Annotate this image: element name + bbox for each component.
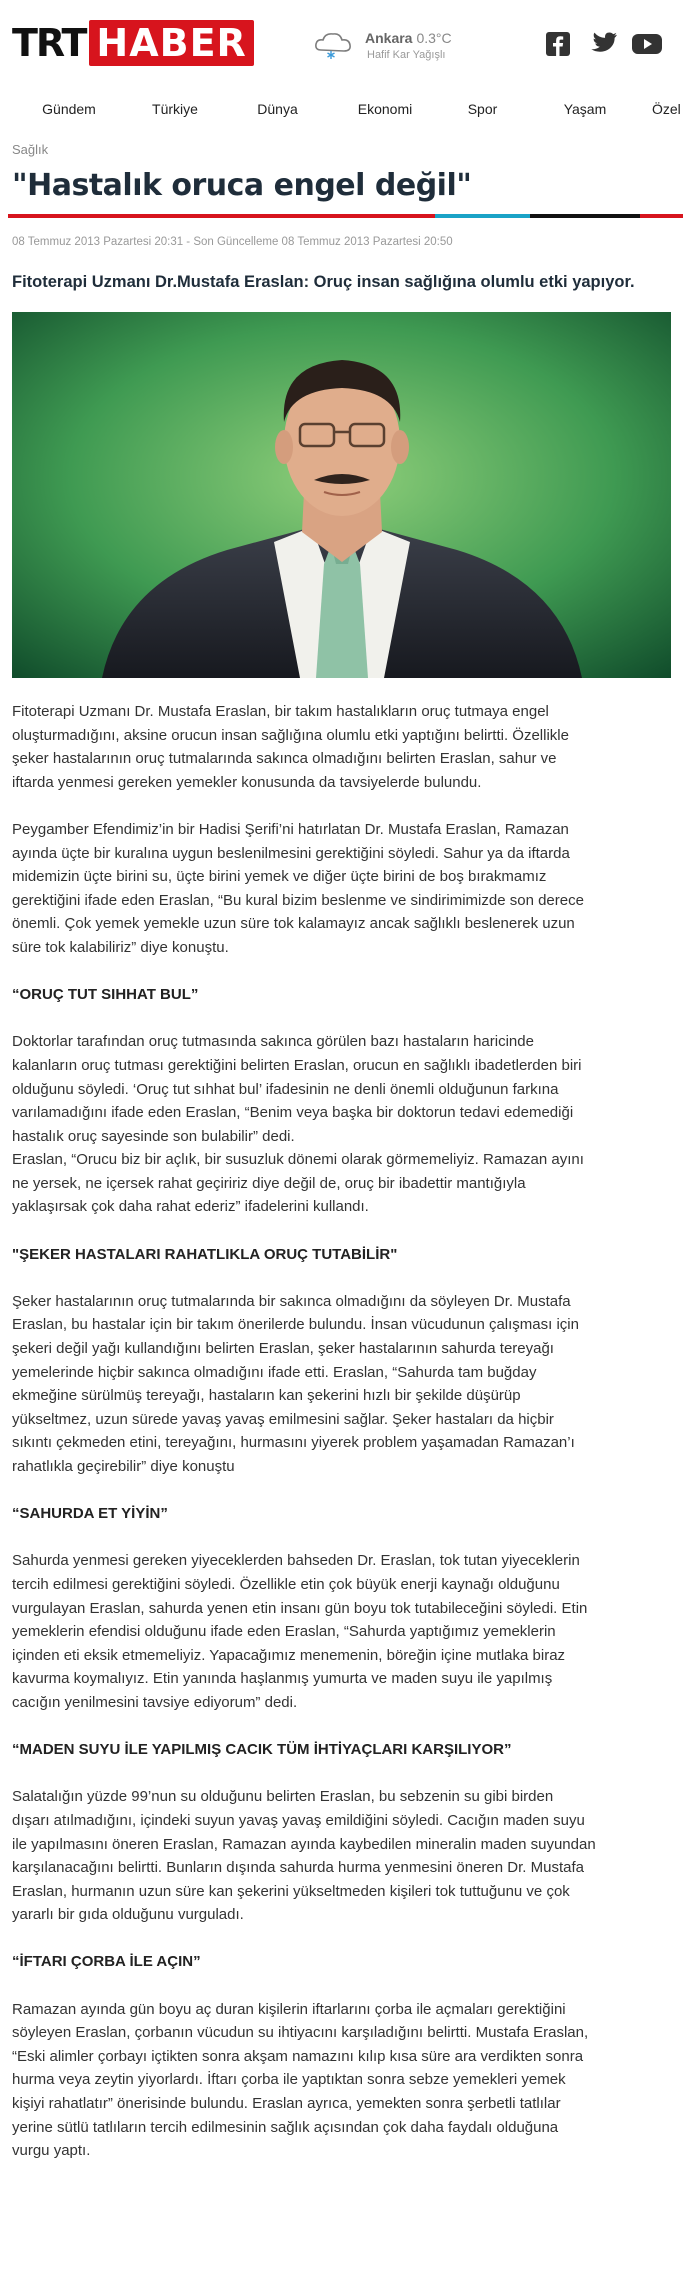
nav-underline-ekonomi: [335, 214, 435, 218]
paragraph-oruc-tut: Doktorlar tarafından oruç tutmasında sakınca görülen bazı hastaların haricinde kalanların oruç tutması gerektiğini belirten Eraslan, orucun en sağlıklı ibadetlerden biri olduğunu söyledi. ‘Oruç tut sıhhat bul’ ifadesinin ne denli önemli olduğunun farkına varılamadığını ifade eden Eraslan, “Benim veya başka bir doktorun tedavi edemediği hastalık oruç sayesinde son bulabilir” dedi. Eraslan, “Orucu biz bir açlık, bir susuzluk dönemi olarak görmemeliyiz. Ramazan ayını ne yersek, ne içersek rahat geçiririz diye değil de, oruç bir ibadettir mantığıyla yaklaşırsak çok daha rahat ederiz” ifadelerini kullandı.: [12, 1033, 584, 1216]
paragraph-hadis: Peygamber Efendimiz’in bir Hadisi Şerifi’ni hatırlatan Dr. Mustafa Eraslan, Ramazan ayında üçte bir kuralına uygun beslenilmesini gerektiğini söyledi. Sahur ya da iftarda midemizin üçte birini su, üçte birini yemek ve diğer üçte birini de boş bırakmamız gerektiğini ifade eden Eraslan, “Bu kural bizim beslenme ve sindirimimizde son derece önemli. Çok yemek yemekle uzun süre tok kalamayız ancak sağlıklı beslenerek uzun süre tok kalabiliriz” diye konuştu.: [12, 820, 584, 956]
paragraph-sahurda-et: Sahurda yenmesi gereken yiyeceklerden bahseden Dr. Eraslan, tok tutan yiyeceklerin tercih edilmesi gerektiğini söyledi. Özellikle etin çok büyük enerji kaynağı olduğunu vurgulayan Eraslan, sahurda yenen etin insanı gün boyu tok tutabileceğini söyledi. Etin yemeklerin efendisi olduğunu ifade eden Eraslan, “Sahurda yaptığımız yemeklerin içinden eti eksik etmemeliyiz. Yapacağımız menemenin, böreğin içine mutlaka biraz kavurma koymalıyız. Etin yanında haşlanmış yumurta ve maden suyu ile yapılmış cacığın yenilmesini tavsiye ediyorum” dedi.: [12, 1552, 588, 1711]
nav-underline-yasam: [530, 214, 640, 218]
nav-item-ekonomi[interactable]: Ekonomi: [357, 101, 413, 117]
nav-underline-ozel: [640, 214, 683, 218]
logo-trt-text: TRT: [12, 21, 86, 65]
nav-item-yasam[interactable]: Yaşam: [563, 101, 607, 117]
snow-cloud-icon: [313, 30, 359, 60]
weather-widget[interactable]: [313, 26, 543, 66]
paragraph-seker: Şeker hastalarının oruç tutmalarında bir sakınca olmadığını da söyleyen Dr. Mustafa Eraslan, bu hastalar için bir takım önerilerde bulundu. İnsan vücudunun çalışması için şekeri değil yağı kullandığını belirten Eraslan, şeker hastalarının sahurda tereyağı yemelerinde hiçbir sakınca olmadığını ifade etti. Eraslan, “Sahurda tam buğday ekmeğine sürülmüş tereyağı, hastaların kan şekerini hızlı bir şekilde düşürüp yükseltmez, uzun sürede yavaş yavaş emilmesini sağlar. Şeker hastaları da hiçbir sıkıntı çekmeden etini, tereyağını, hurmasını yiyerek problem yaşamadan Ramazan’ı rahatlıkla geçirebilir” diye konuştu: [12, 1292, 579, 1475]
main-navigation: [0, 92, 683, 126]
article-title: "Hastalık oruca engel değil": [12, 168, 472, 203]
article-category[interactable]: Sağlık: [12, 142, 49, 157]
nav-item-dunya[interactable]: Dünya: [257, 101, 298, 117]
twitter-icon[interactable]: [588, 31, 618, 57]
article-lead: Fitoterapi Uzmanı Dr.Mustafa Eraslan: Oruç insan sağlığına olumlu etki yapıyor.: [12, 273, 635, 291]
nav-underline-spor: [435, 214, 530, 218]
weather-city: Ankara 0.3°C: [365, 30, 452, 46]
nav-item-turkiye[interactable]: Türkiye: [152, 101, 198, 117]
subheading-sahurda-et: “SAHURDA ET YİYİN”: [12, 1505, 168, 1523]
nav-item-gundem[interactable]: Gündem: [42, 101, 96, 117]
nav-underline-turkiye: [130, 214, 220, 218]
paragraph-iftar-corba: Ramazan ayında gün boyu aç duran kişilerin iftarlarını çorba ile açmaları gerektiğini söyleyen Eraslan, çorbanın vücudun su ihtiyacını karşıladığını belirtti. Mustafa Eraslan, “Eski alimler çorbayı içtikten sonra akşam namazını kılıp kısa süre ara verdikten sonra hurma veya zeytin yiyorlardı. İftarı çorba ile yaptıktan sonra sebze yemekleri yemek kişiyi rahatlatır” önerisinde bulundu. Eraslan ayrıca, yemekten sonra şerbetli tatlılar yerine sütlü tatlıların tercih edilmesinin sağlık açısından çok daha faydalı olduğuna vurgu yaptı.: [12, 2000, 589, 2160]
subheading-oruc-tut: “ORUÇ TUT SIHHAT BUL”: [12, 986, 199, 1004]
weather-temp: 0.3°C: [416, 30, 452, 46]
nav-underline-dunya: [220, 214, 335, 218]
trt-haber-logo[interactable]: [12, 20, 254, 66]
paragraph-maden-suyu: Salatalığın yüzde 99’nun su olduğunu belirten Eraslan, bu sebzenin su gibi birden dışarı atılmadığını, içindeki suyun yavaş yavaş emildiğini söyledi. Cacığın maden suyu ile yapılmasını öneren Eraslan, Ramazan ayında kaybedilen mineralin maden suyundan karşılanacağını belirtti. Bunların dışında sahurda hurma yenmesini öneren Dr. Mustafa Eraslan, hurmanın uzun süre kan şekerini yükseltmeden kişileri tok tuttuğunu ve çok yararlı bir gıda olduğunu vurguladı.: [12, 1788, 596, 1924]
weather-description: Hafif Kar Yağışlı: [367, 49, 446, 61]
nav-item-ozel[interactable]: Özel: [652, 101, 681, 117]
subheading-iftar-corba: “İFTARI ÇORBA İLE AÇIN”: [12, 1953, 201, 1971]
nav-underline-gundem: [8, 214, 130, 218]
subheading-seker: "ŞEKER HASTALARI RAHATLIKLA ORUÇ TUTABİLİR": [12, 1245, 398, 1263]
article-photo: [12, 312, 671, 678]
site-header: [0, 0, 683, 92]
logo-haber-text: HABER: [89, 20, 253, 66]
nav-item-spor[interactable]: Spor: [467, 101, 498, 117]
article-body: [12, 700, 671, 2163]
article-dates: 08 Temmuz 2013 Pazartesi 20:31 - Son Güncelleme 08 Temmuz 2013 Pazartesi 20:50: [12, 236, 453, 248]
facebook-icon[interactable]: [545, 31, 571, 57]
paragraph-intro: Fitoterapi Uzmanı Dr. Mustafa Eraslan, bir takım hastalıkların oruç tutmaya engel oluşturmadığını, aksine orucun insan sağlığına olumlu etki yaptığını belirtti. Özellikle şeker hastalarının oruç tutmalarında sakınca olmadığını belirten Eraslan, sahur ve iftarda yenmesi gereken yemekler konusunda da tavsiyelerde bulundu.: [12, 703, 569, 791]
subheading-maden-suyu: “MADEN SUYU İLE YAPILMIŞ CACIK TÜM İHTİYAÇLARI KARŞILIYOR”: [12, 1741, 512, 1759]
youtube-icon[interactable]: [631, 31, 663, 57]
